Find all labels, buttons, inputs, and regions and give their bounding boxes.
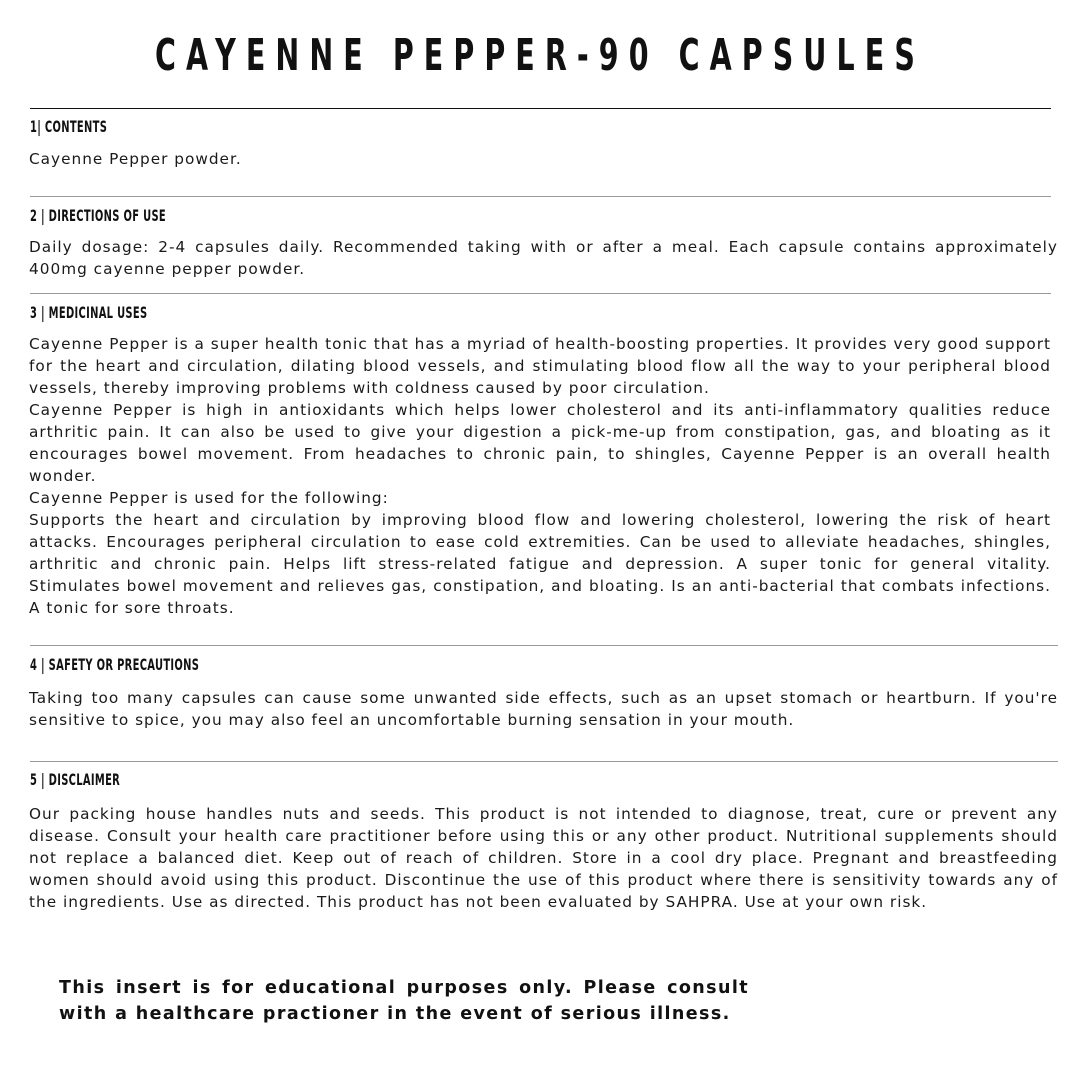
section-paragraph: Taking too many capsules can cause some unwanted side effects, such as an upset stomach or heartburn. If you're sensitive to spice, you may also feel an uncomfortable burning sensation in your mouth. (29, 689, 1058, 729)
section-paragraph: Supports the heart and circulation by improving blood flow and lowering cholesterol, lowering the risk of heart attacks. Encourages peripheral circulation to ease cold extremities. Can be used to alleviate headaches, shingles, arthritic and chronic pain. Helps lift stress-related fatigue and depression. A super tonic for general vitality. Stimulates bowel movement and relieves gas, constipation, and bloating. Is an anti-bacterial that combats infections. A tonic for sore throats. (29, 511, 1051, 617)
section-heading-directions: 2 | DIRECTIONS OF USE (30, 206, 166, 225)
section-paragraph: Cayenne Pepper is high in antioxidants which helps lower cholesterol and its anti-inflammatory qualities reduce arthritic pain. It can also be used to give your digestion a pick-me-up from constipation, gas, and bloating as it encourages bowel movement. From headaches to chronic pain, to shingles, Cayenne Pepper is an overall health wonder. (29, 401, 1051, 485)
title-divider (30, 108, 1051, 109)
section-heading-safety: 4 | SAFETY OR PRECAUTIONS (30, 655, 200, 674)
section-paragraph: Our packing house handles nuts and seeds. This product is not intended to diagnose, treat, cure or prevent any disease. Consult your health care practitioner before using this or any other product. Nutritional supplements should not replace a balanced diet. Keep out of reach of children. Store in a cool dry place. Pregnant and breastfeeding women should avoid using this product. Discontinue the use of this product where there is sensitivity towards any of the ingredients. Use as directed. This product has not been evaluated by SAHPRA. Use at your own risk. (29, 805, 1058, 911)
section-paragraph: Cayenne Pepper is a super health tonic that has a myriad of health-boosting properties. It provides very good support for the heart and circulation, dilating blood vessels, and stimulating blood flow all the way to your peripheral blood vessels, thereby improving problems with coldness caused by poor circulation. (29, 335, 1051, 397)
section-body-medicinal-uses (29, 333, 1051, 619)
educational-disclaimer-note: This insert is for educational purposes only. Please consult with a healthcare practioner in the event of serious illness. (59, 978, 749, 1024)
section-body-directions (29, 236, 1058, 280)
section-divider (30, 761, 1058, 762)
section-heading-disclaimer: 5 | DISCLAIMER (30, 770, 121, 789)
section-paragraph: Cayenne Pepper is used for the following: (29, 489, 389, 507)
section-body-safety (29, 687, 1058, 731)
section-divider (30, 293, 1051, 294)
section-divider (30, 645, 1058, 646)
section-heading-contents: 1| CONTENTS (30, 117, 108, 136)
page-title: CAYENNE PEPPER-90 CAPSULES (155, 30, 925, 81)
section-body-disclaimer (29, 803, 1058, 913)
section-body-contents (29, 148, 1051, 170)
section-heading-medicinal-uses: 3 | MEDICINAL USES (30, 303, 148, 322)
section-paragraph: Daily dosage: 2-4 capsules daily. Recommended taking with or after a meal. Each capsule contains approximately 400mg cayenne pepper powder. (29, 238, 1058, 278)
section-divider (30, 196, 1051, 197)
section-paragraph: Cayenne Pepper powder. (29, 150, 242, 168)
